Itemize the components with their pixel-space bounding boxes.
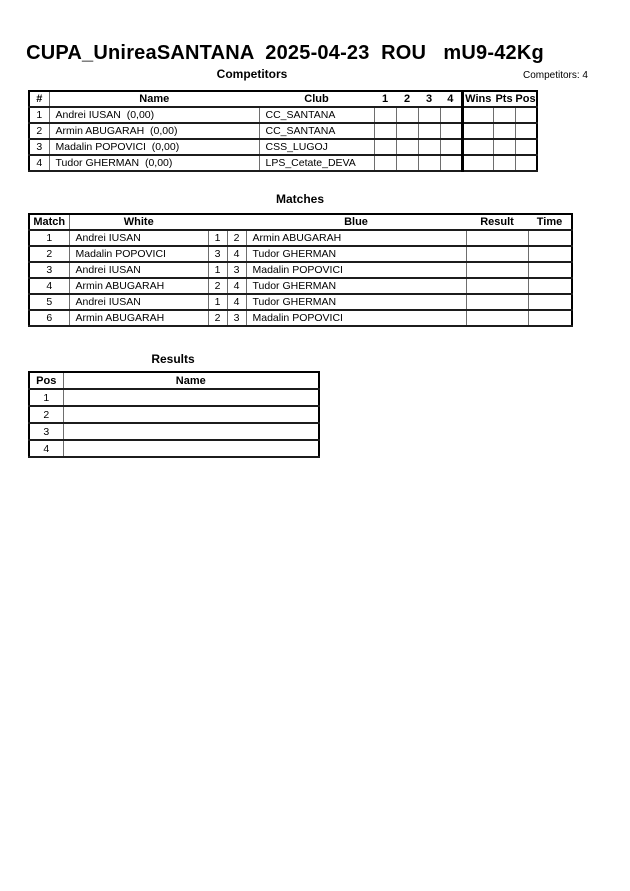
match-number: 2 [29,246,69,262]
competitor-club: CC_SANTANA [259,107,374,123]
col-header-round-1: 1 [374,91,396,107]
table-row [29,389,319,406]
blue-name: Madalin POPOVICI [246,262,466,278]
competitor-number: 2 [29,123,49,139]
round-cell [440,139,462,155]
round-cell [418,139,440,155]
blue-competitor-number: 3 [227,310,246,326]
table-header-row [29,372,319,389]
blue-name: Armin ABUGARAH [246,230,466,246]
competitors-heading: Competitors [216,67,288,81]
col-header-round-2: 2 [396,91,418,107]
white-competitor-number: 2 [208,278,227,294]
blue-name: Tudor GHERMAN [246,246,466,262]
competitors-count: Competitors: 4 [522,70,588,81]
pts-cell [493,155,515,171]
col-header-num: # [29,91,49,107]
competitor-name: Armin ABUGARAH (0,00) [49,123,259,139]
wins-cell [462,107,493,123]
results-heading: Results [151,352,195,366]
round-cell [440,107,462,123]
col-header-wins: Wins [462,91,493,107]
pos-cell [515,107,537,123]
round-cell [374,155,396,171]
competitor-club: LPS_Cetate_DEVA [259,155,374,171]
time-cell [528,294,572,310]
blue-competitor-number: 3 [227,262,246,278]
blue-competitor-number: 4 [227,278,246,294]
competitors-table [28,90,538,172]
table-row [29,139,537,155]
table-row [29,440,319,457]
page-title: CUPA_UnireaSANTANA 2025-04-23 ROU mU9-42Kg [26,42,544,64]
time-cell [528,230,572,246]
table-header-row [29,214,572,230]
result-cell [466,246,528,262]
col-header-round-4: 4 [440,91,462,107]
time-cell [528,310,572,326]
white-competitor-number: 1 [208,294,227,310]
table-row [29,155,537,171]
white-competitor-number: 3 [208,246,227,262]
table-row [29,107,537,123]
table-row [29,294,572,310]
result-cell [466,278,528,294]
table-row [29,423,319,440]
pts-cell [493,107,515,123]
round-cell [396,123,418,139]
match-number: 4 [29,278,69,294]
blue-competitor-number: 4 [227,294,246,310]
time-cell [528,246,572,262]
col-header-result: Result [466,214,528,230]
round-cell [418,107,440,123]
result-cell [466,262,528,278]
results-table [28,371,320,458]
time-cell [528,262,572,278]
pos-cell [515,123,537,139]
result-name [63,406,319,423]
table-row [29,310,572,326]
col-header-blue-num [227,214,246,230]
result-pos: 4 [29,440,63,457]
round-cell [374,123,396,139]
result-pos: 1 [29,389,63,406]
wins-cell [462,123,493,139]
wins-cell [462,155,493,171]
white-name: Armin ABUGARAH [69,278,208,294]
result-pos: 2 [29,406,63,423]
col-header-pts: Pts [493,91,515,107]
blue-competitor-number: 4 [227,246,246,262]
result-pos: 3 [29,423,63,440]
col-header-round-3: 3 [418,91,440,107]
col-header-match: Match [29,214,69,230]
table-row [29,123,537,139]
result-name [63,389,319,406]
match-number: 3 [29,262,69,278]
result-cell [466,294,528,310]
competitor-name: Andrei IUSAN (0,00) [49,107,259,123]
pts-cell [493,123,515,139]
result-cell [466,310,528,326]
white-name: Andrei IUSAN [69,262,208,278]
competitor-name: Tudor GHERMAN (0,00) [49,155,259,171]
blue-name: Tudor GHERMAN [246,294,466,310]
round-cell [396,139,418,155]
blue-name: Tudor GHERMAN [246,278,466,294]
blue-name: Madalin POPOVICI [246,310,466,326]
table-row [29,230,572,246]
blue-competitor-number: 2 [227,230,246,246]
round-cell [418,155,440,171]
round-cell [440,123,462,139]
col-header-blue: Blue [246,214,466,230]
col-header-white-num [208,214,227,230]
matches-table [28,213,573,327]
table-row [29,262,572,278]
match-number: 1 [29,230,69,246]
round-cell [374,107,396,123]
result-name [63,423,319,440]
col-header-time: Time [528,214,572,230]
table-row [29,278,572,294]
match-number: 5 [29,294,69,310]
col-header-name: Name [49,91,259,107]
col-header-white: White [69,214,208,230]
white-competitor-number: 1 [208,230,227,246]
round-cell [418,123,440,139]
round-cell [374,139,396,155]
white-competitor-number: 2 [208,310,227,326]
table-row [29,406,319,423]
competitor-club: CSS_LUGOJ [259,139,374,155]
result-name [63,440,319,457]
round-cell [396,155,418,171]
white-name: Andrei IUSAN [69,294,208,310]
competitor-number: 1 [29,107,49,123]
white-name: Andrei IUSAN [69,230,208,246]
competitor-name: Madalin POPOVICI (0,00) [49,139,259,155]
result-cell [466,230,528,246]
white-name: Madalin POPOVICI [69,246,208,262]
col-header-pos: Pos [515,93,536,105]
white-name: Armin ABUGARAH [69,310,208,326]
matches-heading: Matches [275,192,325,206]
col-header-club: Club [259,91,374,107]
table-header-row [29,91,537,107]
pos-cell [515,139,537,155]
time-cell [528,278,572,294]
pts-cell [493,139,515,155]
col-header-pos: Pos [29,372,63,389]
white-competitor-number: 1 [208,262,227,278]
competitor-number: 4 [29,155,49,171]
col-header-result-name: Name [63,372,319,389]
competitor-club: CC_SANTANA [259,123,374,139]
round-cell [396,107,418,123]
competitor-number: 3 [29,139,49,155]
pos-cell [515,155,537,171]
match-number: 6 [29,310,69,326]
table-row [29,246,572,262]
round-cell [440,155,462,171]
wins-cell [462,139,493,155]
